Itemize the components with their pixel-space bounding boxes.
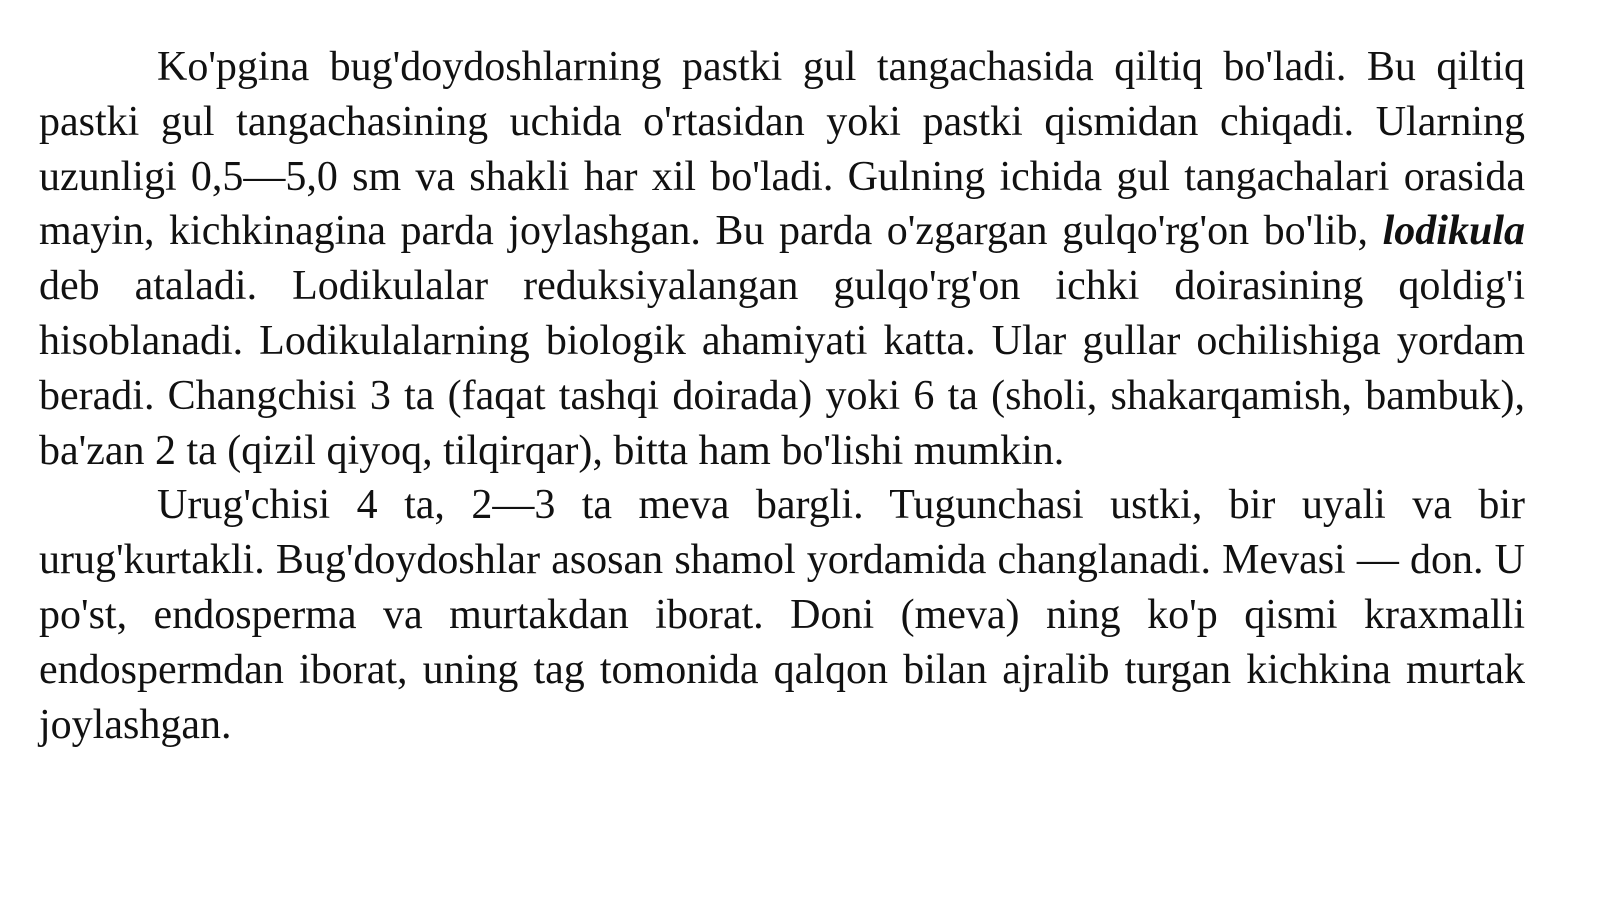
paragraph-2 <box>39 478 1525 752</box>
paragraph-1-text-end: deb ataladi. Lodikulalar reduksiyalangan gulqo'rg'on ichki doirasining qoldig'i hisoblanadi. Lodikulalarning biologik ahamiyati katta. Ular gullar ochilishiga yordam beradi. Changchisi 3 ta (faqat tashqi doirada) yoki 6 ta (sholi, shakarqamish, bambuk), ba'zan 2 ta (qizil qiyoq, tilqirqar), bitta ham bo'lishi mumkin. <box>39 263 1525 474</box>
term-lodikula: lodikula <box>1382 208 1525 255</box>
paragraph-2-text: Urug'chisi 4 ta, 2—3 ta meva bargli. Tugunchasi ustki, bir uyali va bir urug'kurtakli. Bug'doydoshlar asosan shamol yordamida changlanadi. Mevasi — don. U po'st, endosperma va murtakdan iborat. Doni (meva) ning ko'p qismi kraxmalli endospermdan iborat, uning tag tomonida qalqon bilan ajralib turgan kichkina murtak joylashgan. <box>39 482 1525 748</box>
document-page <box>39 40 1525 752</box>
paragraph-1-text-start: Ko'pgina bug'doydoshlarning pastki gul tangachasida qiltiq bo'ladi. Bu qiltiq pastki gul tangachasining uchida o'rtasidan yoki pastki qismidan chiqadi. Ularning uzunligi 0,5—5,0 sm va shakli har xil bo'ladi. Gulning ichida gul tangachalari orasida mayin, kichkinagina parda joylashgan. Bu parda o'zgargan gulqo'rg'on bo'lib, <box>39 44 1525 255</box>
paragraph-1 <box>39 40 1525 478</box>
